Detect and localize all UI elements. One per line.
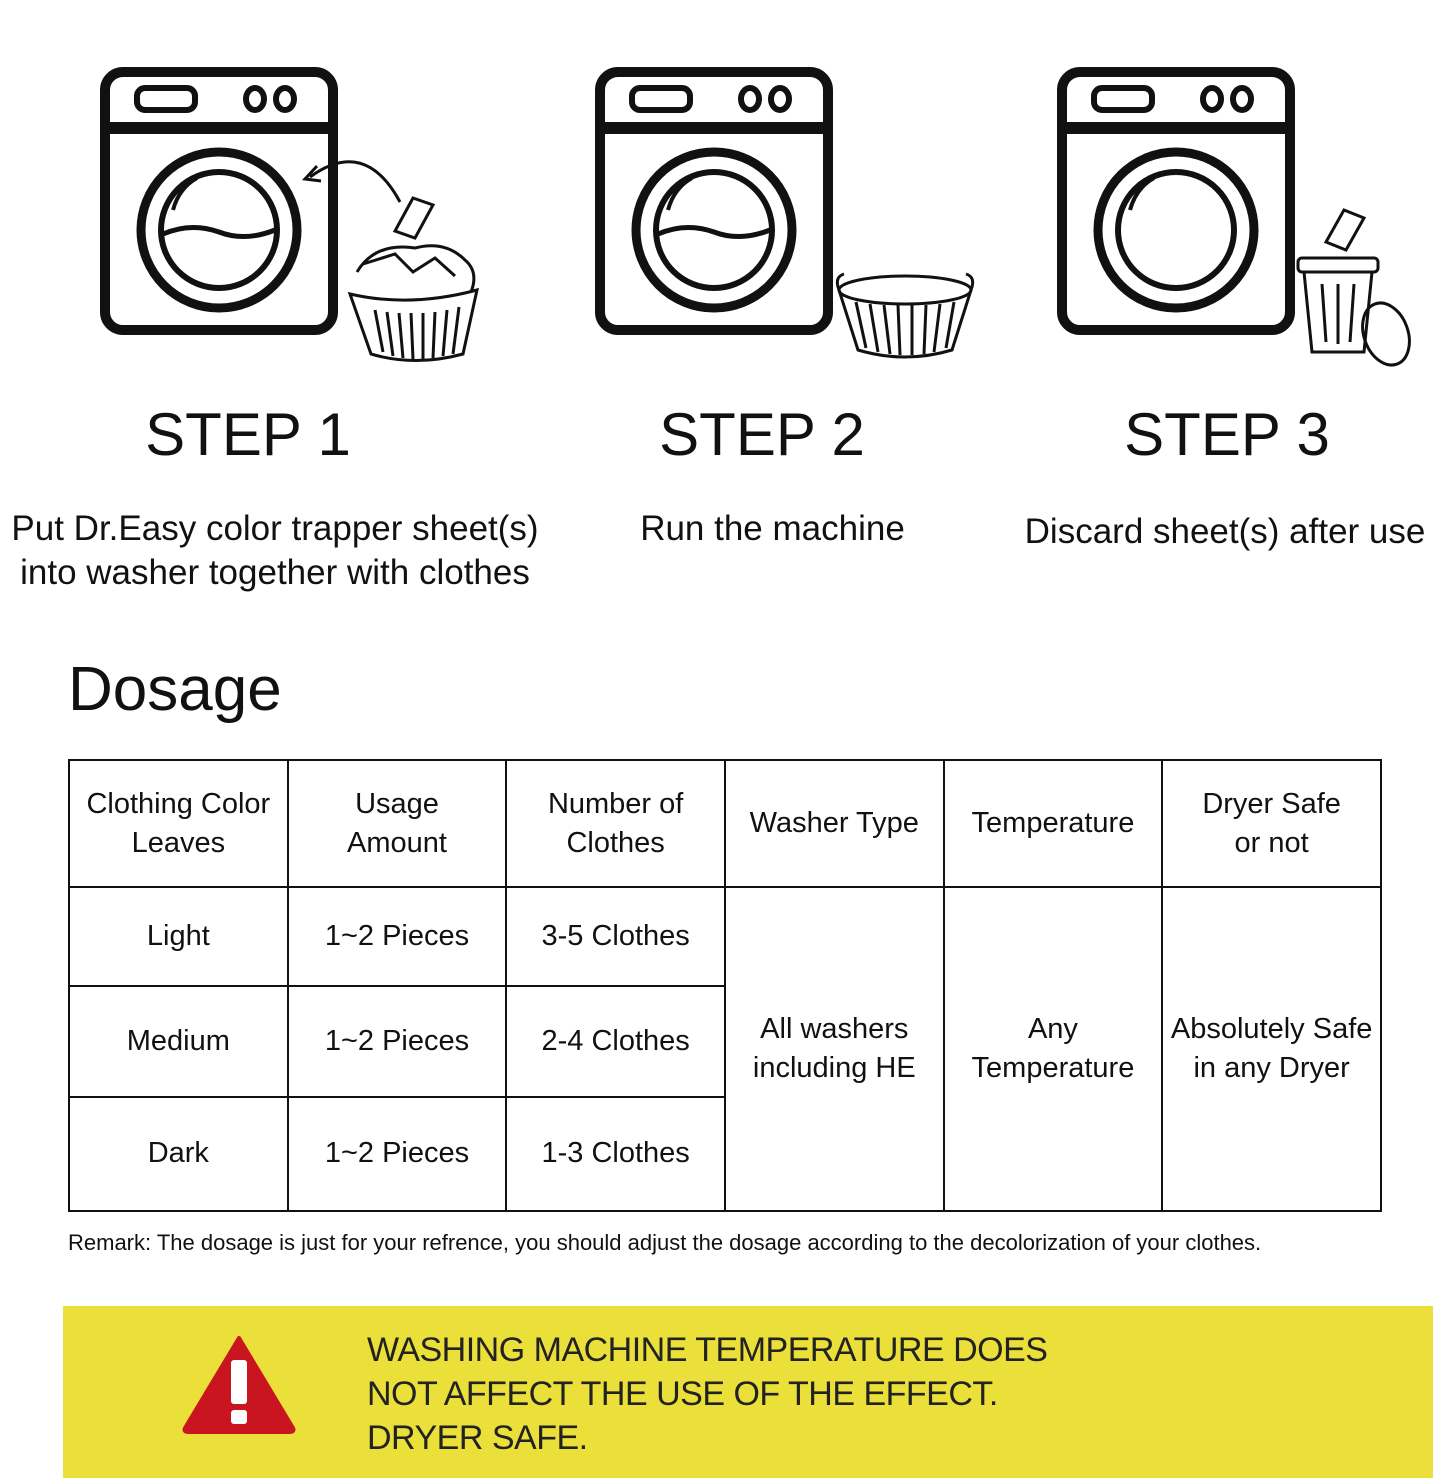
- cell-clothes: 3-5 Clothes: [506, 887, 725, 986]
- step-3-description: Discard sheet(s) after use: [1024, 512, 1426, 551]
- header-usage-amount: Usage Amount: [288, 760, 507, 887]
- header-dryer-safe: Dryer Safe or not: [1162, 760, 1381, 887]
- cell-color: Medium: [69, 986, 288, 1097]
- color-sheet-icon: [395, 198, 433, 238]
- step-2-description: Run the machine: [640, 509, 905, 548]
- table-header-row: [69, 760, 1381, 887]
- step-1-illustration: [95, 62, 490, 372]
- warning-triangle-icon: [181, 1334, 297, 1434]
- washing-machine-icon: [1062, 72, 1290, 330]
- cell-usage: 1~2 Pieces: [288, 887, 507, 986]
- step-1-title: STEP 1: [145, 401, 351, 468]
- table-row: [69, 887, 1381, 986]
- warning-text: WASHING MACHINE TEMPERATURE DOES NOT AFFECT THE USE OF THE EFFECT. DRYER SAFE.: [367, 1331, 1048, 1457]
- warning-banner: [63, 1306, 1433, 1478]
- cell-dryer-safe: Absolutely Safe in any Dryer: [1162, 887, 1381, 1211]
- cell-color: Light: [69, 887, 288, 986]
- dosage-remark: Remark: The dosage is just for your refrence, you should adjust the dosage according to the decolorization of your clothes.: [68, 1230, 1262, 1255]
- step-3-illustration: [1052, 62, 1447, 372]
- washing-machine-icon: [105, 72, 333, 330]
- dosage-table: [68, 759, 1382, 1212]
- step-3-title: STEP 3: [1124, 401, 1330, 468]
- cell-usage: 1~2 Pieces: [288, 1097, 507, 1211]
- dosage-heading: Dosage: [68, 655, 282, 724]
- cell-color: Dark: [69, 1097, 288, 1211]
- header-number-of-clothes: Number of Clothes: [506, 760, 725, 887]
- header-temperature: Temperature: [944, 760, 1163, 887]
- trash-can-icon: [1298, 258, 1418, 372]
- cell-clothes: 2-4 Clothes: [506, 986, 725, 1097]
- cell-clothes: 1-3 Clothes: [506, 1097, 725, 1211]
- color-sheet-icon: [1326, 210, 1364, 250]
- step-1-description: Put Dr.Easy color trapper sheet(s) into washer together with clothes: [11, 509, 539, 592]
- header-clothing-color: Clothing Color Leaves: [69, 760, 288, 887]
- empty-laundry-basket-icon: [837, 274, 972, 357]
- cell-washer-type: All washers including HE: [725, 887, 944, 1211]
- washing-machine-icon: [600, 72, 828, 330]
- laundry-basket-icon: [350, 246, 477, 361]
- arrow-icon: [305, 162, 400, 202]
- cell-temperature: Any Temperature: [944, 887, 1163, 1211]
- step-2-illustration: [590, 62, 985, 372]
- header-washer-type: Washer Type: [725, 760, 944, 887]
- step-2-title: STEP 2: [659, 401, 865, 468]
- cell-usage: 1~2 Pieces: [288, 986, 507, 1097]
